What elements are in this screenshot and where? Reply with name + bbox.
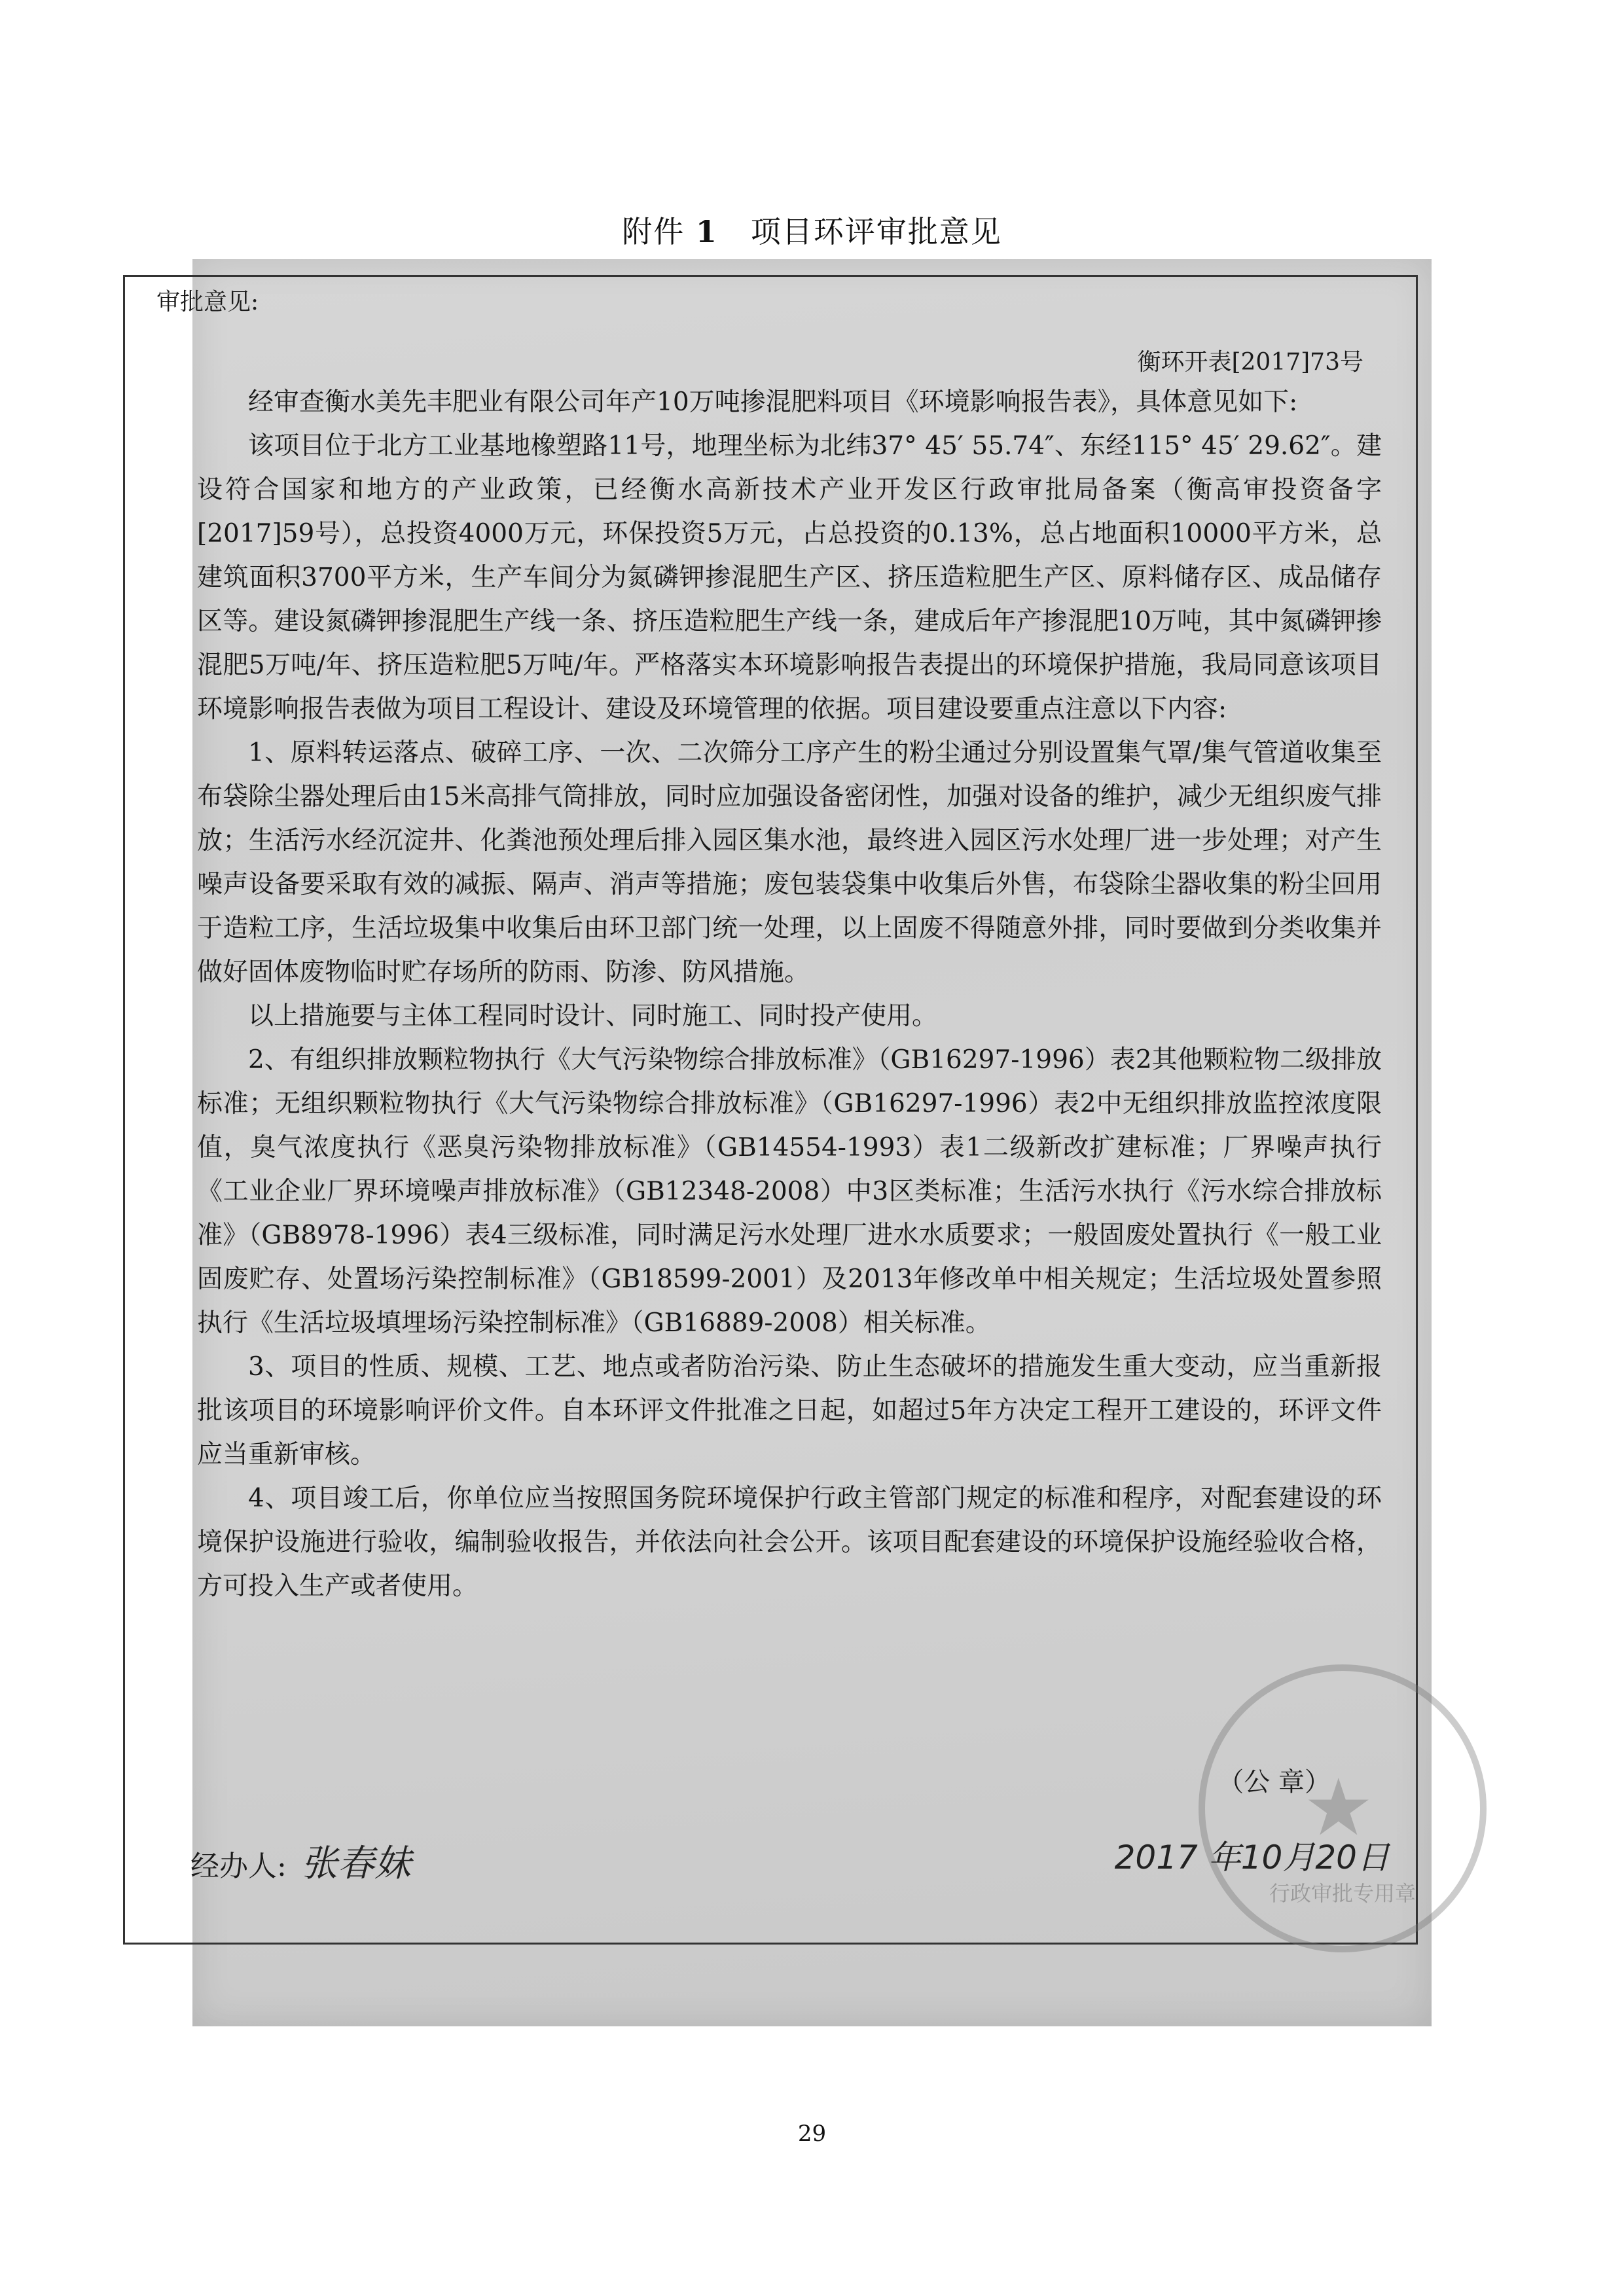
handler-signature: 张春妹	[300, 1842, 411, 1885]
section-label: 审批意见:	[156, 289, 259, 315]
seal-text: 行政审批专用章	[1269, 1881, 1416, 1906]
document-number: 衡环开表[2017]73号	[1137, 349, 1363, 376]
paragraph-intro: 经审查衡水美先丰肥业有限公司年产10万吨掺混肥料项目《环境影响报告表》，具体意见如下:	[248, 387, 1298, 417]
title-text: 项目环评审批意见	[750, 214, 1002, 249]
approval-body	[197, 380, 1382, 1608]
approval-form	[123, 275, 1418, 1945]
official-seal	[1199, 1664, 1487, 1952]
handler-label: 经办人:	[190, 1850, 287, 1883]
paragraph-item-1: 1、原料转运落点、破碎工序、一次、二次筛分工序产生的粉尘通过分别设置集气罩/集气管道收集至布袋除尘器处理后由15米高排气筒排放，同时应加强设备密闭性，加强对设备的维护，减少无组织废气排放；生活污水经沉淀井、化粪池预处理后排入园区集水池，最终进入园区污水处理厂进一步处理；对产生噪声设备要采取有效的减振、隔声、消声等措施；废包装袋集中收集后外售，布袋除尘器收集的粉尘回用于造粒工序，生活垃圾集中收集后由环卫部门统一处理，以上固废不得随意外排，同时要做到分类收集并做好固体废物临时贮存场所的防雨、防渗、防风措施。	[197, 738, 1382, 987]
star-icon: ★	[1303, 1763, 1374, 1854]
seal-label: （公 章）	[1218, 1767, 1331, 1797]
paragraph-item-2: 2、有组织排放颗粒物执行《大气污染物综合排放标准》（GB16297-1996）表2其他颗粒物二级排放标准；无组织颗粒物执行《大气污染物综合排放标准》（GB16297-1996）表2中无组织排放监控浓度限值，臭气浓度执行《恶臭污染物排放标准》（GB14554-1993）表1二级新改扩建标准；厂界噪声执行《工业企业厂界环境噪声排放标准》（GB12348-2008）中3区类标准；生活污水执行《污水综合排放标准》（GB8978-1996）表4三级标准，同时满足污水处理厂进水水质要求；一般固废处置执行《一般工业固废贮存、处置场污染控制标准》（GB18599-2001）及2013年修改单中相关规定；生活垃圾处置参照执行《生活垃圾填埋场污染控制标准》（GB16889-2008）相关标准。	[197, 1045, 1382, 1338]
page-title	[0, 208, 1624, 251]
page-number: 29	[797, 2121, 827, 2147]
paragraph-item-3: 3、项目的性质、规模、工艺、地点或者防治污染、防止生态破坏的措施发生重大变动，应当重新报批该项目的环境影响评价文件。自本环评文件批准之日起，如超过5年方决定工程开工建设的，环评文件应当重新审核。	[197, 1352, 1382, 1469]
handler-line	[190, 1835, 411, 1887]
signature-date: 2017 年10月20日	[1114, 1839, 1390, 1876]
title-number: 1	[695, 214, 718, 249]
paragraph-measures: 以上措施要与主体工程同时设计、同时施工、同时投产使用。	[248, 1001, 938, 1031]
paragraph-project-info: 该项目位于北方工业基地橡塑路11号，地理坐标为北纬37° 45′ 55.74″、东经115° 45′ 29.62″。建设符合国家和地方的产业政策，已经衡水高新技术产业开发区行政审批局备案（衡高审投资备字[2017]59号），总投资4000万元，环保投资5万元，占总投资的0.13%，总占地面积10000平方米，总建筑面积3700平方米，生产车间分为氮磷钾掺混肥生产区、挤压造粒肥生产区、原料储存区、成品储存区等。建设氮磷钾掺混肥生产线一条、挤压造粒肥生产线一条，建成后年产掺混肥10万吨，其中氮磷钾掺混肥5万吨/年、挤压造粒肥5万吨/年。严格落实本环境影响报告表提出的环境保护措施，我局同意该项目环境影响报告表做为项目工程设计、建设及环境管理的依据。项目建设要重点注意以下内容:	[197, 431, 1382, 724]
title-prefix: 附件	[622, 214, 685, 249]
paragraph-item-4: 4、项目竣工后，你单位应当按照国务院环境保护行政主管部门规定的标准和程序，对配套建设的环境保护设施进行验收，编制验收报告，并依法向社会公开。该项目配套建设的环境保护设施经验收合格，方可投入生产或者使用。	[197, 1484, 1382, 1601]
